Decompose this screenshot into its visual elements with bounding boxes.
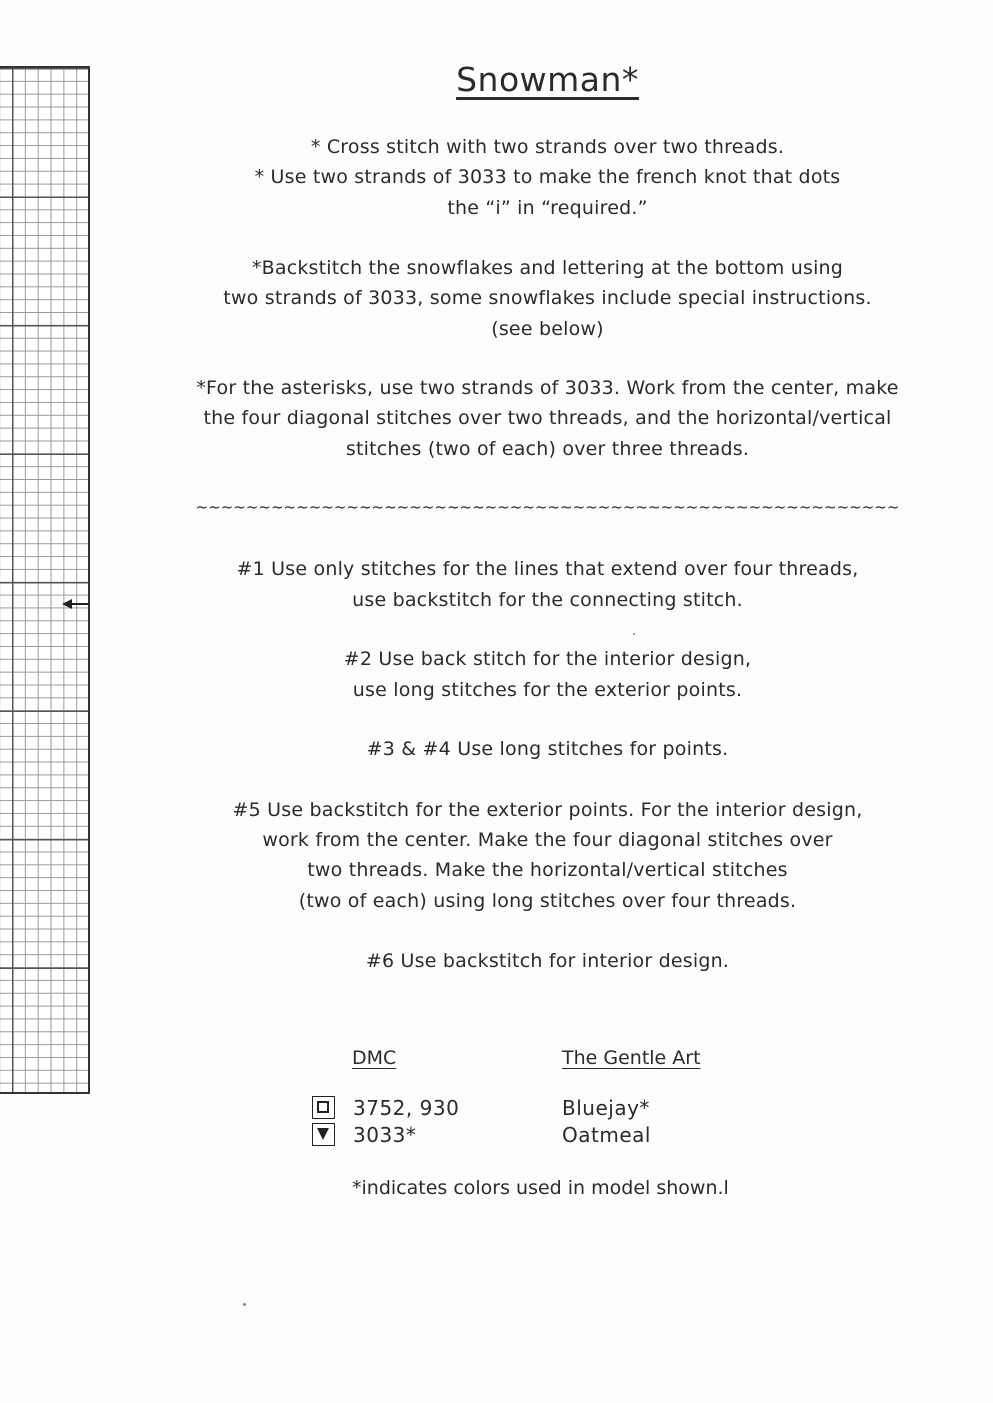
page-title: Snowman* (456, 60, 639, 99)
asterisks-line: the four diagonal stitches over two threads, and the horizontal/vertical (203, 407, 892, 429)
backstitch-line: two strands of 3033, some snowflakes include special instructions. (223, 287, 872, 309)
note-1-line: #1 Use only stitches for the lines that extend over four threads, (236, 558, 859, 580)
note-5-line: work from the center. Make the four diagonal stitches over (262, 829, 833, 851)
center-arrow-icon (62, 597, 90, 611)
note-5-line: two threads. Make the horizontal/vertical stitches (307, 859, 788, 881)
legend-dmc-value: 3752, 930 (353, 1096, 460, 1120)
asterisks-line: *For the asterisks, use two strands of 3033. Work from the center, make (196, 377, 899, 399)
note-3-4-line: #3 & #4 Use long stitches for points. (366, 738, 729, 760)
backstitch-line: (see below) (491, 318, 604, 340)
legend-footnote: *indicates colors used in model shown.l (352, 1177, 729, 1199)
divider: ~~~~~~~~~~~~~~~~~~~~~~~~~~~~~~~~~~~~~~~~~~~~~~~~~~~~~~~~ (195, 498, 900, 516)
note-1-line: use backstitch for the connecting stitch. (352, 589, 743, 611)
note-2-line: use long stitches for the exterior points. (352, 679, 743, 701)
backstitch-line: *Backstitch the snowflakes and lettering at the bottom using (251, 257, 844, 279)
asterisks-line: stitches (two of each) over three threads. (345, 438, 750, 460)
intro-line: the “i” in “required.” (447, 197, 648, 219)
note-5-line: (two of each) using long stitches over four threads. (298, 890, 797, 912)
chart-grid-strip (0, 66, 90, 1094)
legend-header-gentle-art: The Gentle Art (562, 1047, 701, 1069)
legend-header-dmc: DMC (352, 1047, 397, 1069)
scan-speck (243, 1303, 246, 1306)
note-2-line: #2 Use back stitch for the interior design, (343, 648, 752, 670)
legend-gentle-art-value: Oatmeal (562, 1123, 651, 1147)
scan-speck (633, 633, 635, 635)
intro-line: * Use two strands of 3033 to make the french knot that dots (254, 166, 841, 188)
note-5-line: #5 Use backstitch for the exterior points. For the interior design, (232, 799, 863, 821)
intro-line: * Cross stitch with two strands over two threads. (310, 136, 785, 158)
legend-gentle-art-value: Bluejay* (562, 1096, 650, 1120)
note-6-line: #6 Use backstitch for interior design. (365, 950, 730, 972)
legend-dmc-value: 3033* (353, 1123, 417, 1147)
